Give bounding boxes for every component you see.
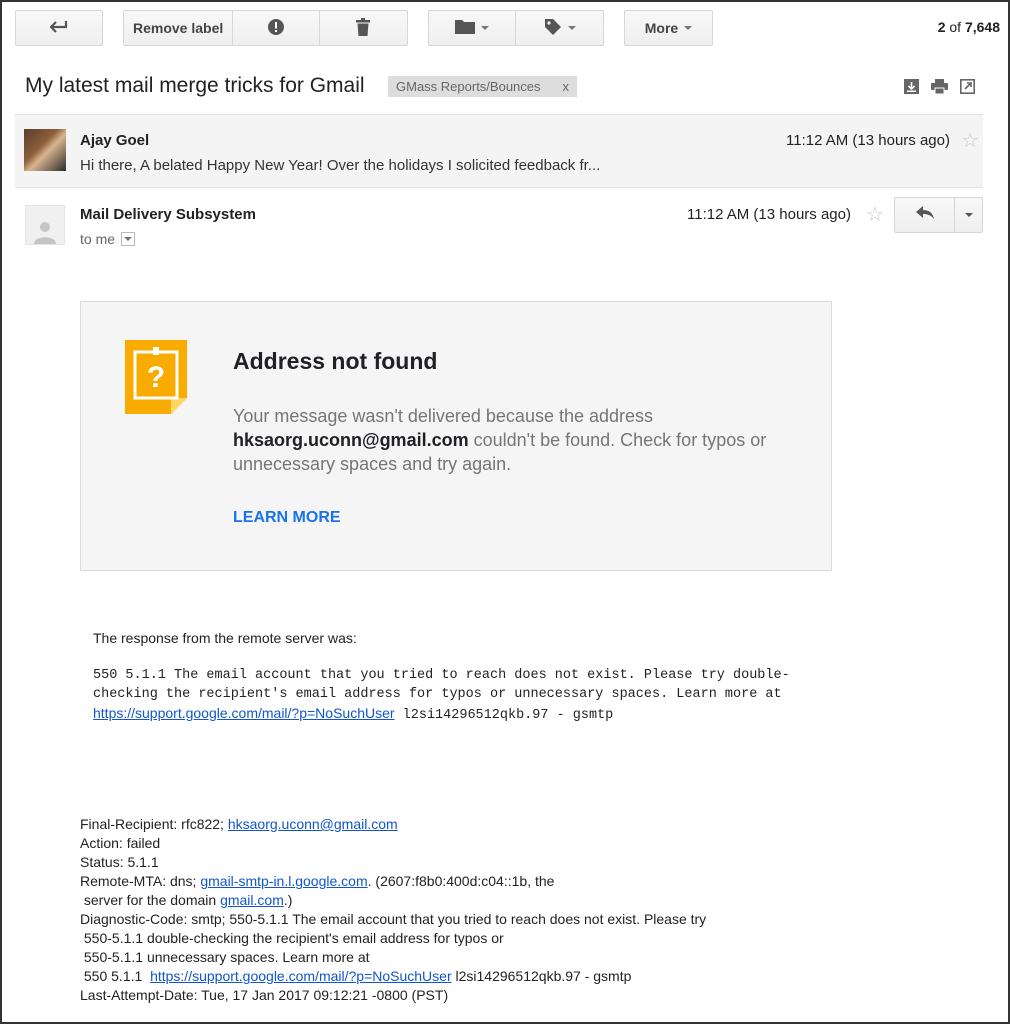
response-line: checking the recipient's email address for typos or unnecessary spaces. Learn more at — [93, 687, 782, 702]
reply-icon — [916, 206, 934, 224]
star-icon[interactable]: ☆ — [866, 204, 884, 226]
dsn-line: 550 5.1.1 — [80, 968, 151, 984]
bounce-title: Address not found — [233, 348, 438, 374]
dsn-line: Final-Recipient: rfc822; — [80, 816, 228, 832]
show-details-button[interactable] — [121, 232, 135, 246]
back-arrow-icon — [50, 20, 68, 36]
chevron-down-icon — [124, 237, 132, 241]
recipient-email-link[interactable]: hksaorg.uconn@gmail.com — [227, 816, 398, 832]
support-link[interactable]: https://support.google.com/mail/?p=NoSuchUser — [150, 968, 452, 984]
response-line: 550 5.1.1 The email account that you tried to reach does not exist. Please try double- — [93, 668, 790, 683]
print-icon[interactable] — [931, 79, 948, 94]
recipient-text: to me — [80, 231, 116, 247]
back-button[interactable] — [15, 10, 103, 46]
count-total: 7,648 — [964, 19, 1000, 35]
dsn-line: Remote-MTA: dns; — [80, 873, 201, 889]
label-chip[interactable] — [388, 76, 577, 97]
avatar — [24, 129, 66, 171]
star-icon[interactable]: ☆ — [961, 130, 979, 152]
response-line: l2si14296512qkb.97 - gsmtp — [394, 708, 614, 723]
toolbar — [15, 10, 1000, 46]
warning-note-icon — [125, 340, 187, 419]
more-reply-options-button[interactable] — [955, 198, 982, 232]
mta-host-link[interactable]: gmail-smtp-in.l.google.com — [200, 873, 368, 889]
remove-label-text: Remove label — [132, 20, 224, 36]
svg-text:?: ? — [146, 361, 166, 394]
person-icon — [34, 220, 56, 244]
message-snippet: Hi there, A belated Happy New Year! Over the holidays I solicited feedback fr... — [80, 157, 601, 174]
server-response — [93, 666, 963, 725]
dsn-line: . (2607:f8b0:400d:c04::1b, the — [367, 873, 555, 889]
move-to-button[interactable] — [429, 11, 516, 45]
support-link[interactable]: https://support.google.com/mail/?p=NoSuchUser — [93, 705, 395, 721]
delete-button[interactable] — [320, 11, 407, 45]
pagination-count — [938, 19, 1000, 35]
labels-button[interactable] — [516, 11, 603, 45]
sender-name: Mail Delivery Subsystem — [80, 206, 256, 223]
chevron-down-icon — [568, 26, 576, 30]
reply-button-group — [894, 197, 983, 233]
dsn-line: l2si14296512qkb.97 - gsmtp — [451, 968, 632, 984]
remove-label-button[interactable] — [124, 11, 233, 45]
more-label: More — [644, 20, 679, 36]
label-actions-group — [123, 10, 408, 46]
bounce-message — [233, 404, 813, 476]
folder-icon — [455, 19, 475, 37]
response-heading: The response from the remote server was: — [93, 630, 357, 646]
recipient-details[interactable] — [80, 231, 135, 247]
avatar — [25, 205, 65, 245]
chevron-down-icon — [684, 26, 692, 30]
dsn-line: Diagnostic-Code: smtp; 550-5.1.1 The email account that you tried to reach does not exist. Please try — [80, 911, 707, 927]
thread-subject: My latest mail merge tricks for Gmail — [25, 74, 365, 97]
reply-button[interactable] — [895, 198, 955, 232]
new-window-icon[interactable] — [960, 79, 975, 94]
sender-name: Ajay Goel — [80, 132, 150, 149]
move-labels-group — [428, 10, 604, 46]
dsn-line: Status: 5.1.1 — [80, 854, 159, 870]
trash-icon — [356, 18, 370, 39]
report-spam-button[interactable] — [233, 11, 319, 45]
learn-more-link[interactable]: LEARN MORE — [233, 509, 341, 526]
count-of: of — [949, 19, 962, 35]
message-collapsed[interactable] — [15, 114, 983, 188]
message-time: 11:12 AM (13 hours ago) — [786, 132, 950, 149]
bounce-message-post: couldn't be found. Check for typos or unnecessary spaces and try again. — [233, 430, 767, 474]
chevron-down-icon — [481, 26, 489, 30]
label-remove-button[interactable]: x — [562, 79, 570, 94]
dsn-line: .) — [283, 892, 293, 908]
count-current: 2 — [937, 19, 946, 35]
message-time: 11:12 AM (13 hours ago) — [687, 206, 851, 223]
bounce-message-pre: Your message wasn't delivered because the address — [233, 406, 654, 426]
thread-actions — [904, 79, 975, 94]
delivery-status-details — [80, 815, 706, 1005]
dsn-line: Last-Attempt-Date: Tue, 17 Jan 2017 09:12:21 -0800 (PST) — [80, 987, 449, 1003]
bounce-notice-card — [80, 301, 832, 571]
dsn-line: 550-5.1.1 unnecessary spaces. Learn more at — [80, 949, 370, 965]
report-spam-icon — [267, 18, 285, 39]
label-tag-icon — [544, 18, 562, 39]
dsn-line: 550-5.1.1 double-checking the recipient's email address for typos or — [80, 930, 504, 946]
bounced-address: hksaorg.uconn@gmail.com — [233, 430, 469, 450]
download-icon[interactable] — [904, 79, 919, 94]
dsn-line: Action: failed — [80, 835, 161, 851]
label-chip-text: GMass Reports/Bounces — [396, 79, 541, 94]
chevron-down-icon — [965, 213, 973, 217]
domain-link[interactable]: gmail.com — [220, 892, 284, 908]
dsn-line: server for the domain — [80, 892, 221, 908]
more-button[interactable] — [624, 10, 713, 46]
